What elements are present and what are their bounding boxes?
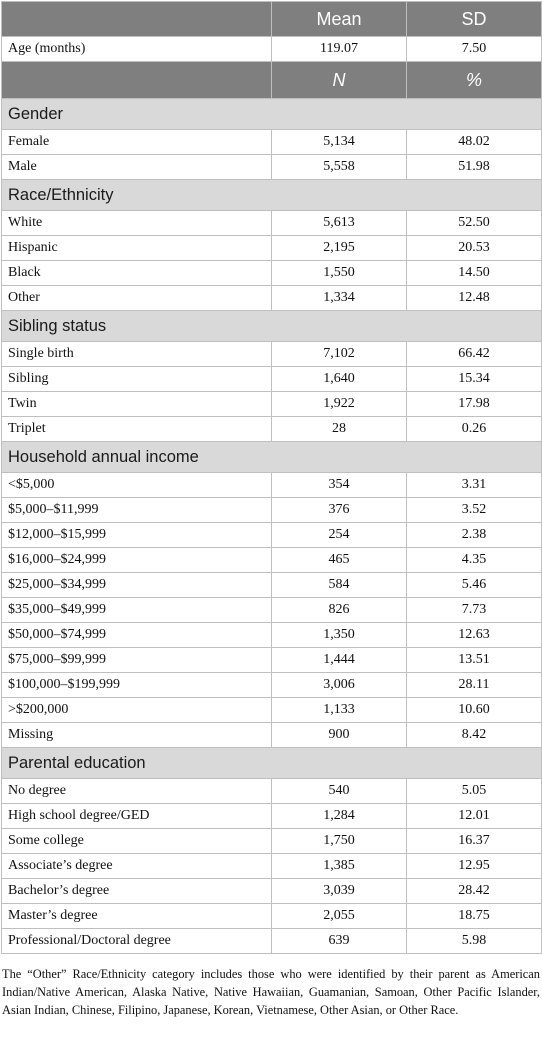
table-footnote: The “Other” Race/Ethnicity category includes those who were identified by their parent as American Indian/Native American, Alaska Native, Native Hawaiian, Guamanian, Samoan, Other Pacific Islander, Asian Indian, Chinese, Filipino, Japanese, Korean, Vietnamese, Other Asian, or Other Race. xyxy=(2,967,540,1017)
table-row xyxy=(2,130,542,155)
row-n: 2,195 xyxy=(272,236,407,261)
row-n: 465 xyxy=(272,548,407,573)
table-row xyxy=(2,673,542,698)
age-mean: 119.07 xyxy=(272,37,407,62)
row-n: 2,055 xyxy=(272,904,407,929)
row-pct: 17.98 xyxy=(407,392,542,417)
row-n: 1,350 xyxy=(272,623,407,648)
header-sd: SD xyxy=(407,2,542,37)
row-label: Sibling xyxy=(2,367,272,392)
row-pct: 16.37 xyxy=(407,829,542,854)
table-row xyxy=(2,573,542,598)
table-row xyxy=(2,367,542,392)
row-pct: 5.05 xyxy=(407,779,542,804)
row-label: >$200,000 xyxy=(2,698,272,723)
row-label: Bachelor’s degree xyxy=(2,879,272,904)
row-label: $50,000–$74,999 xyxy=(2,623,272,648)
row-label: Male xyxy=(2,155,272,180)
row-pct: 4.35 xyxy=(407,548,542,573)
row-label: Some college xyxy=(2,829,272,854)
row-pct: 10.60 xyxy=(407,698,542,723)
table-row xyxy=(2,473,542,498)
row-label: Black xyxy=(2,261,272,286)
row-pct: 2.38 xyxy=(407,523,542,548)
row-label: $25,000–$34,999 xyxy=(2,573,272,598)
table-row xyxy=(2,648,542,673)
table-row xyxy=(2,829,542,854)
section-header-row xyxy=(2,311,542,342)
row-label: Other xyxy=(2,286,272,311)
row-n: 540 xyxy=(272,779,407,804)
table-row xyxy=(2,523,542,548)
row-n: 1,640 xyxy=(272,367,407,392)
row-label: $12,000–$15,999 xyxy=(2,523,272,548)
row-label: <$5,000 xyxy=(2,473,272,498)
row-n: 1,922 xyxy=(272,392,407,417)
row-label: $35,000–$49,999 xyxy=(2,598,272,623)
table-row xyxy=(2,623,542,648)
row-label: $5,000–$11,999 xyxy=(2,498,272,523)
row-n: 376 xyxy=(272,498,407,523)
section-title: Gender xyxy=(2,99,542,130)
table-row xyxy=(2,498,542,523)
row-label: Professional/Doctoral degree xyxy=(2,929,272,954)
row-n: 5,613 xyxy=(272,211,407,236)
section-header-row xyxy=(2,99,542,130)
row-pct: 48.02 xyxy=(407,130,542,155)
subheader-pct: % xyxy=(407,62,542,99)
row-pct: 0.26 xyxy=(407,417,542,442)
table-row xyxy=(2,548,542,573)
row-n: 1,444 xyxy=(272,648,407,673)
demographics-table xyxy=(1,1,542,954)
row-label: Master’s degree xyxy=(2,904,272,929)
table-row xyxy=(2,236,542,261)
section-title: Parental education xyxy=(2,748,542,779)
header-mean: Mean xyxy=(272,2,407,37)
table-row xyxy=(2,723,542,748)
row-n: 1,133 xyxy=(272,698,407,723)
section-header-row xyxy=(2,442,542,473)
section-title: Sibling status xyxy=(2,311,542,342)
row-pct: 3.31 xyxy=(407,473,542,498)
table-row xyxy=(2,904,542,929)
row-pct: 66.42 xyxy=(407,342,542,367)
row-pct: 12.95 xyxy=(407,854,542,879)
row-label: White xyxy=(2,211,272,236)
row-n: 584 xyxy=(272,573,407,598)
row-n: 5,558 xyxy=(272,155,407,180)
row-pct: 15.34 xyxy=(407,367,542,392)
header-blank-cell xyxy=(2,2,272,37)
table-row xyxy=(2,854,542,879)
table-row xyxy=(2,342,542,367)
row-pct: 18.75 xyxy=(407,904,542,929)
row-pct: 7.73 xyxy=(407,598,542,623)
row-n: 639 xyxy=(272,929,407,954)
row-pct: 52.50 xyxy=(407,211,542,236)
table-row xyxy=(2,155,542,180)
row-n: 28 xyxy=(272,417,407,442)
row-pct: 20.53 xyxy=(407,236,542,261)
row-n: 826 xyxy=(272,598,407,623)
row-n: 1,550 xyxy=(272,261,407,286)
row-n: 254 xyxy=(272,523,407,548)
row-pct: 13.51 xyxy=(407,648,542,673)
row-pct: 5.98 xyxy=(407,929,542,954)
row-pct: 12.01 xyxy=(407,804,542,829)
section-title: Race/Ethnicity xyxy=(2,180,542,211)
row-n: 3,039 xyxy=(272,879,407,904)
row-pct: 28.11 xyxy=(407,673,542,698)
row-pct: 8.42 xyxy=(407,723,542,748)
row-label: $16,000–$24,999 xyxy=(2,548,272,573)
table-row xyxy=(2,286,542,311)
table-body xyxy=(2,37,542,954)
row-label: No degree xyxy=(2,779,272,804)
row-label: $100,000–$199,999 xyxy=(2,673,272,698)
row-label: Missing xyxy=(2,723,272,748)
row-pct: 12.63 xyxy=(407,623,542,648)
subheader-n: N xyxy=(272,62,407,99)
table-row xyxy=(2,211,542,236)
table-row xyxy=(2,392,542,417)
row-n: 1,750 xyxy=(272,829,407,854)
section-header-row xyxy=(2,180,542,211)
table-row xyxy=(2,37,542,62)
row-pct: 5.46 xyxy=(407,573,542,598)
subheader-blank-cell xyxy=(2,62,272,99)
row-n: 7,102 xyxy=(272,342,407,367)
table-row xyxy=(2,779,542,804)
row-n: 5,134 xyxy=(272,130,407,155)
row-n: 354 xyxy=(272,473,407,498)
header-row xyxy=(2,2,542,37)
row-label: Twin xyxy=(2,392,272,417)
row-pct: 28.42 xyxy=(407,879,542,904)
table-row xyxy=(2,417,542,442)
row-label: Associate’s degree xyxy=(2,854,272,879)
row-label: High school degree/GED xyxy=(2,804,272,829)
row-pct: 3.52 xyxy=(407,498,542,523)
table-row xyxy=(2,929,542,954)
row-label: Female xyxy=(2,130,272,155)
row-n: 1,284 xyxy=(272,804,407,829)
row-n: 900 xyxy=(272,723,407,748)
table-row xyxy=(2,879,542,904)
table-row xyxy=(2,698,542,723)
row-label: Age (months) xyxy=(2,37,272,62)
row-label: Triplet xyxy=(2,417,272,442)
section-title: Household annual income xyxy=(2,442,542,473)
row-n: 1,334 xyxy=(272,286,407,311)
row-label: $75,000–$99,999 xyxy=(2,648,272,673)
section-header-row xyxy=(2,748,542,779)
table-row xyxy=(2,804,542,829)
row-n: 3,006 xyxy=(272,673,407,698)
row-pct: 51.98 xyxy=(407,155,542,180)
table-row xyxy=(2,598,542,623)
subheader-row xyxy=(2,62,542,99)
row-pct: 12.48 xyxy=(407,286,542,311)
row-pct: 14.50 xyxy=(407,261,542,286)
age-sd: 7.50 xyxy=(407,37,542,62)
row-n: 1,385 xyxy=(272,854,407,879)
row-label: Single birth xyxy=(2,342,272,367)
row-label: Hispanic xyxy=(2,236,272,261)
table-row xyxy=(2,261,542,286)
